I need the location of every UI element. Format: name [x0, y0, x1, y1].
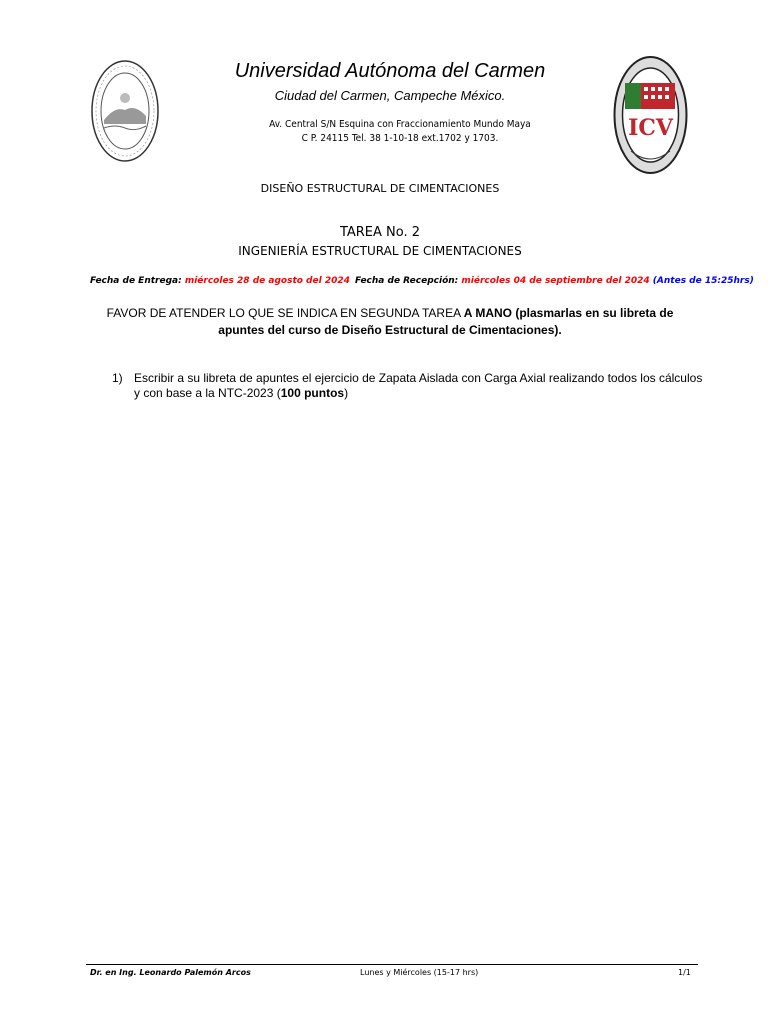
- footer-schedule: Lunes y Miércoles (15-17 hrs): [360, 968, 479, 977]
- reception-label: Fecha de Recepción:: [355, 276, 459, 286]
- item-text-end: ): [344, 386, 349, 400]
- footer-page: 1/1: [678, 968, 691, 977]
- reception-date: [355, 276, 754, 286]
- university-city: Ciudad del Carmen, Campeche México.: [274, 88, 506, 103]
- footer-divider: [86, 964, 698, 965]
- university-name: Universidad Autónoma del Carmen: [234, 60, 546, 82]
- instructions: [100, 305, 680, 339]
- item-text: [134, 371, 704, 401]
- task-title: TAREA No. 2: [339, 225, 421, 240]
- delivery-label: Fecha de Entrega:: [90, 276, 182, 286]
- instructions-part1: FAVOR DE ATENDER LO QUE SE INDICA EN SEGUNDA TAREA: [106, 306, 464, 320]
- seal-letters: ICV: [628, 115, 673, 141]
- item-text-main: Escribir a su libreta de apuntes el ejercicio de Zapata Aislada con Carga Axial realizando todos los cálculos y con base a la NTC-2023 (: [134, 371, 703, 400]
- item-number: 1): [112, 371, 123, 385]
- item-points: 100 puntos: [280, 386, 345, 400]
- ingenieria-civil-seal-icon: [613, 55, 688, 175]
- footer-author: Dr. en Ing. Leonardo Palemón Arcos: [90, 968, 251, 977]
- reception-value: miércoles 04 de septiembre del 2024: [461, 276, 650, 286]
- instructions-part2: A MANO (plasmarlas en su libreta de apuntes del curso de Diseño Estructural de Cimentaciones).: [218, 306, 674, 337]
- delivery-date: [90, 276, 350, 286]
- address-line-1: Av. Central S/N Esquina con Fraccionamiento Mundo Maya: [269, 119, 531, 130]
- address-line-2: C P. 24115 Tel. 38 1-10-18 ext.1702 y 1703.: [301, 133, 499, 144]
- task-subtitle: INGENIERÍA ESTRUCTURAL DE CIMENTACIONES: [238, 244, 522, 258]
- delivery-value: miércoles 28 de agosto del 2024: [184, 276, 350, 286]
- course-title: DISEÑO ESTRUCTURAL DE CIMENTACIONES: [260, 182, 500, 195]
- university-seal-icon: [90, 58, 160, 164]
- reception-note: (Antes de 15:25hrs): [652, 276, 754, 286]
